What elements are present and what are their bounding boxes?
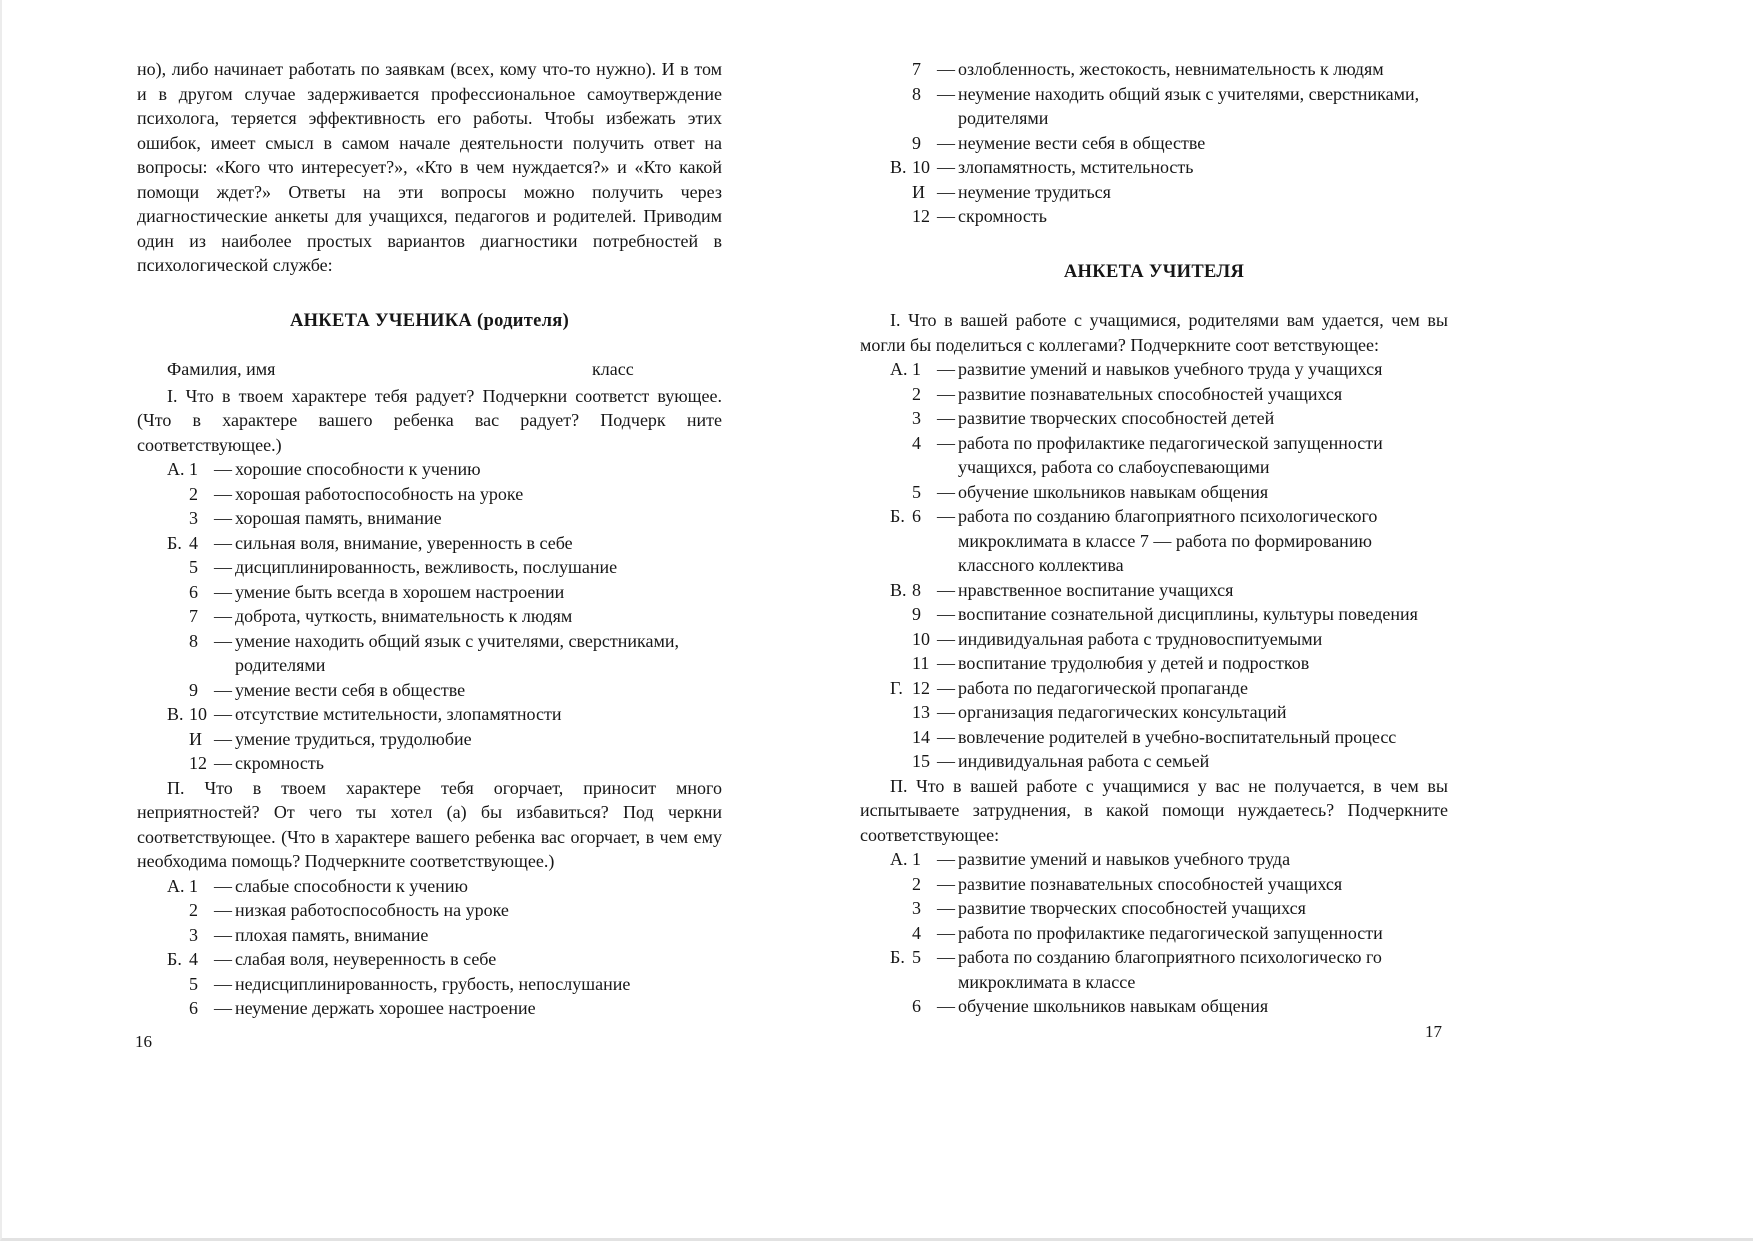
form-fields-line (137, 357, 722, 382)
item-dash: — (937, 383, 955, 404)
item-number: 5 (189, 973, 198, 994)
item-number: 6 (189, 998, 198, 1018)
item-text: дисциплинированность, вежливость, послушание (235, 557, 618, 577)
item-dash: — (937, 628, 955, 649)
item-group-letter (890, 872, 912, 897)
section-heading: АНКЕТА УЧЕНИКА (родителя) (289, 310, 570, 331)
item-number: 12 (912, 206, 930, 226)
item-number: 5 (189, 557, 198, 577)
item-group-letter: Б. (167, 532, 182, 553)
item-dash: — (214, 459, 232, 479)
item-text: обучение школьников навыкам общения (958, 481, 1269, 502)
item-dash: — (937, 922, 955, 943)
item-dash: — (937, 996, 955, 1016)
questionnaire-item (137, 506, 722, 531)
item-dash: — (214, 875, 232, 896)
item-number: 9 (189, 679, 198, 700)
item-number: 10 (912, 157, 930, 177)
questionnaire-item (860, 602, 1448, 627)
item-group-letter (890, 480, 912, 505)
item-group-letter (167, 678, 189, 703)
item-text: отсутствие мстительности, злопамятности (235, 704, 562, 724)
questionnaire-item (137, 457, 722, 482)
item-dash: — (214, 532, 232, 553)
item-dash: — (937, 83, 955, 104)
item-number: 4 (912, 922, 921, 943)
item-number: 6 (189, 581, 198, 602)
item-dash: — (937, 206, 955, 226)
item-dash: — (214, 753, 232, 773)
item-group-letter (890, 131, 912, 156)
item-text: индивидуальная работа с семьей (958, 751, 1210, 771)
field-label-name: Фамилия, имя (167, 359, 276, 379)
questionnaire-item (137, 996, 722, 1021)
item-text: умение находить общий язык с учителями, сверстниками, родителями (235, 630, 679, 675)
item-group-letter: А. (890, 849, 908, 869)
item-dash: — (937, 359, 955, 379)
questionnaire-item (860, 945, 1448, 994)
item-text: развитие умений и навыков учебного труда (958, 849, 1291, 869)
questionnaire-item (860, 700, 1448, 725)
item-dash: — (937, 59, 955, 79)
item-number: 1 (912, 849, 921, 869)
item-dash: — (937, 653, 955, 673)
item-text: сильная воля, внимание, уверенность в себе (235, 532, 573, 553)
item-group-letter (167, 751, 189, 776)
item-dash: — (214, 728, 232, 749)
item-dash: — (937, 181, 955, 202)
item-group-letter (890, 204, 912, 229)
item-number: 14 (912, 726, 930, 747)
page-number-right: 17 (1425, 1022, 1442, 1041)
item-dash: — (937, 873, 955, 894)
item-number: 10 (912, 628, 930, 649)
item-dash: — (214, 557, 232, 577)
questionnaire-item (137, 629, 722, 678)
questionnaire-item (860, 725, 1448, 750)
item-dash: — (214, 998, 232, 1018)
item-number: 4 (189, 949, 198, 969)
item-group-letter: А. (167, 459, 185, 479)
questionnaire-item (860, 578, 1448, 603)
item-group-letter (890, 382, 912, 407)
item-number: 12 (189, 753, 207, 773)
item-number: 2 (189, 483, 198, 504)
questionnaire-item (860, 651, 1448, 676)
item-group-letter: Б. (890, 947, 905, 967)
item-text: умение быть всегда в хорошем настроении (235, 581, 565, 602)
item-text: развитие познавательных способностей учащихся (958, 873, 1343, 894)
item-group-letter: В. (890, 579, 907, 600)
item-text: работа по педагогической пропаганде (958, 677, 1248, 698)
item-group-letter (890, 921, 912, 946)
questionnaire-item (860, 847, 1448, 872)
item-text: слабая воля, неуверенность в себе (235, 949, 497, 969)
questionnaire-item (860, 204, 1448, 229)
item-text: плохая память, внимание (235, 924, 429, 945)
questionnaire-item (860, 382, 1448, 407)
item-dash: — (214, 483, 232, 504)
item-dash: — (214, 704, 232, 724)
item-number: 1 (189, 459, 198, 479)
item-dash: — (937, 506, 955, 526)
item-group-letter (167, 972, 189, 997)
item-number: 13 (912, 702, 930, 722)
left-page-column (137, 57, 722, 1021)
item-group-letter: А. (890, 359, 908, 379)
item-text: хорошая память, внимание (235, 508, 442, 528)
item-dash: — (214, 508, 232, 528)
item-dash: — (214, 973, 232, 994)
questionnaire-item (860, 406, 1448, 431)
item-dash: — (214, 630, 232, 651)
item-dash: — (937, 481, 955, 502)
item-number: 9 (912, 604, 921, 624)
questionnaire-item (860, 504, 1448, 578)
item-group-letter: Б. (167, 949, 182, 969)
questionnaire-item (137, 482, 722, 507)
item-number: 5 (912, 947, 921, 967)
item-text: воспитание сознательной дисциплины, культуры поведения (958, 604, 1418, 624)
item-text: работа по созданию благоприятного психологическо го микроклимата в классе (958, 947, 1382, 992)
item-text: слабые способности к учению (235, 875, 468, 896)
item-dash: — (937, 702, 955, 722)
item-group-letter (167, 506, 189, 531)
item-group-letter (890, 651, 912, 676)
questionnaire-item (137, 678, 722, 703)
questionnaire-item (137, 580, 722, 605)
item-text: неумение держать хорошее настроение (235, 998, 536, 1018)
item-text: работа по профилактике педагогической запущенности учащихся, работа со слабоуспевающими (958, 432, 1383, 477)
item-text: нравственное воспитание учащихся (958, 579, 1234, 600)
questionnaire-item (860, 57, 1448, 82)
item-number: 8 (912, 83, 921, 104)
item-text: скромность (958, 206, 1047, 226)
item-number: 2 (912, 873, 921, 894)
item-text: недисциплинированность, грубость, непослушание (235, 973, 631, 994)
item-number: 1 (189, 875, 198, 896)
item-number: 3 (189, 508, 198, 528)
item-number: 3 (912, 898, 921, 918)
item-group-letter (890, 627, 912, 652)
paragraph: П. Что в вашей работе с учащимися у вас не получается, в чем вы испытываете затруднения, в какой помощи нуждаетесь? Подчеркните соответствующее: (860, 775, 1448, 845)
item-number: 8 (912, 579, 921, 600)
item-dash: — (937, 726, 955, 747)
item-number: 3 (912, 408, 921, 428)
item-group-letter (890, 700, 912, 725)
item-dash: — (937, 132, 955, 153)
item-group-letter (167, 923, 189, 948)
item-dash: — (937, 849, 955, 869)
item-dash: — (937, 677, 955, 698)
item-group-letter (890, 431, 912, 480)
item-group-letter: Г. (890, 677, 903, 698)
item-number: 3 (189, 924, 198, 945)
item-group-letter (890, 725, 912, 750)
item-text: низкая работоспособность на уроке (235, 900, 509, 920)
item-dash: — (937, 432, 955, 453)
questionnaire-item (137, 702, 722, 727)
questionnaire-item (137, 972, 722, 997)
item-dash: — (214, 581, 232, 602)
item-number: 2 (912, 383, 921, 404)
item-text: умение вести себя в обществе (235, 679, 466, 700)
questionnaire-item (137, 898, 722, 923)
item-text: неумение трудиться (958, 181, 1111, 202)
item-group-letter (167, 996, 189, 1021)
questionnaire-item (860, 431, 1448, 480)
item-text: хорошая работоспособность на уроке (235, 483, 524, 504)
item-dash: — (937, 408, 955, 428)
item-number: 6 (912, 506, 921, 526)
questionnaire-item (860, 676, 1448, 701)
item-number: 7 (912, 59, 921, 79)
item-group-letter (167, 555, 189, 580)
questionnaire-item (137, 555, 722, 580)
questionnaire-item (860, 82, 1448, 131)
questionnaire-item (137, 874, 722, 899)
item-text: злопамятность, мстительность (958, 157, 1194, 177)
questionnaire-item (137, 923, 722, 948)
item-text: неумение находить общий язык с учителями, сверстниками, родителями (958, 83, 1420, 128)
item-group-letter (890, 896, 912, 921)
questionnaire-item (860, 480, 1448, 505)
item-group-letter: А. (167, 875, 185, 896)
item-text: неумение вести себя в обществе (958, 132, 1206, 153)
item-text: вовлечение родителей в учебно-воспитательный процесс (958, 726, 1397, 747)
item-text: индивидуальная работа с трудновоспитуемыми (958, 628, 1323, 649)
paragraph: П. Что в твоем характере тебя огорчает, приносит много неприятностей? От чего ты хотел (а) бы избавиться? Под черкни соответствующее. (Что в характере вашего ребенка вас огорчает, в чем ему необходима помощь? Подчеркните соответствующее.) (137, 777, 722, 871)
field-label-class: класс (592, 359, 634, 379)
item-dash: — (214, 900, 232, 920)
item-text: обучение школьников навыкам общения (958, 996, 1269, 1016)
section-heading: АНКЕТА УЧИТЕЛЯ (1063, 261, 1245, 282)
item-dash: — (214, 949, 232, 969)
item-group-letter (167, 604, 189, 629)
questionnaire-item (137, 727, 722, 752)
item-number: 2 (189, 900, 198, 920)
questionnaire-item (860, 994, 1448, 1019)
questionnaire-item (137, 751, 722, 776)
item-group-letter (890, 57, 912, 82)
item-dash: — (937, 579, 955, 600)
paragraph: но), либо начинает работать по заявкам (всех, кому что-то нужно). И в том и в другом случае задерживается профессиональное самоутверждение психолога, теряется эффективность его работы. Чтобы избежать этих ошибок, имеет смысл в самом начале деятельности получить ответ на вопросы: «Кого что интересует?», «Кто в чем нуждается?» и «Кто какой помощи ждет?» Ответы на эти вопросы можно получить через диагностические анкеты для учащихся, педагогов и родителей. Приводим один из наиболее простых вариантов диагностики потребностей в психологической службе: (137, 59, 722, 275)
questionnaire-item (860, 180, 1448, 205)
item-dash: — (937, 157, 955, 177)
page-number-left: 16 (135, 1032, 152, 1051)
questionnaire-item (860, 872, 1448, 897)
questionnaire-item (137, 947, 722, 972)
item-group-letter (890, 406, 912, 431)
item-text: развитие творческих способностей детей (958, 408, 1275, 428)
item-group-letter (167, 482, 189, 507)
item-text: развитие умений и навыков учебного труда у учащихся (958, 359, 1383, 379)
questionnaire-item (860, 131, 1448, 156)
item-text: воспитание трудолюбия у детей и подростков (958, 653, 1310, 673)
item-group-letter (890, 994, 912, 1019)
item-dash: — (937, 604, 955, 624)
item-dash: — (214, 606, 232, 626)
item-text: развитие творческих способностей учащихся (958, 898, 1306, 918)
item-number: 4 (189, 532, 198, 553)
item-text: хорошие способности к учению (235, 459, 481, 479)
item-group-letter (167, 727, 189, 752)
item-group-letter (890, 82, 912, 131)
item-number: 8 (189, 630, 198, 651)
item-text: работа по созданию благоприятного психологического микроклимата в классе 7 — работа по формированию классного коллектива (958, 506, 1378, 575)
questionnaire-item (860, 357, 1448, 382)
item-group-letter (890, 180, 912, 205)
item-number: 1 (912, 359, 921, 379)
item-dash: — (214, 924, 232, 945)
questionnaire-item (860, 155, 1448, 180)
item-group-letter (167, 898, 189, 923)
item-group-letter (167, 629, 189, 678)
item-group-letter (890, 602, 912, 627)
questionnaire-item (860, 896, 1448, 921)
item-number: 4 (912, 432, 921, 453)
item-dash: — (937, 947, 955, 967)
item-number: 12 (912, 677, 930, 698)
item-number: 9 (912, 132, 921, 153)
item-text: доброта, чуткость, внимательность к людям (235, 606, 573, 626)
item-number: И (912, 181, 925, 202)
questionnaire-item (860, 749, 1448, 774)
item-group-letter: Б. (890, 506, 905, 526)
item-number: 11 (912, 653, 930, 673)
item-text: умение трудиться, трудолюбие (235, 728, 472, 749)
paragraph: I. Что в твоем характере тебя радует? Подчеркни соответст вующее. (Что в характере вашего ребенка вас радует? Подчерк ните соответствующее.) (137, 385, 722, 455)
item-group-letter (167, 580, 189, 605)
item-text: скромность (235, 753, 324, 773)
item-text: работа по профилактике педагогической запущенности (958, 922, 1383, 943)
item-dash: — (937, 751, 955, 771)
item-number: 6 (912, 996, 921, 1016)
item-number: И (189, 728, 202, 749)
item-text: озлобленность, жестокость, невнимательность к людям (958, 59, 1384, 79)
item-text: развитие познавательных способностей учащихся (958, 383, 1343, 404)
item-number: 10 (189, 704, 207, 724)
item-group-letter: В. (167, 704, 184, 724)
right-page-column (860, 57, 1448, 1019)
item-number: 5 (912, 481, 921, 502)
paragraph: I. Что в вашей работе с учащимися, родителями вам удается, чем вы могли бы поделиться с коллегами? Подчеркните соот ветствующее: (860, 310, 1448, 355)
questionnaire-item (860, 921, 1448, 946)
item-number: 15 (912, 751, 930, 771)
questionnaire-item (137, 604, 722, 629)
item-group-letter: В. (890, 157, 907, 177)
item-number: 7 (189, 606, 198, 626)
questionnaire-item (860, 627, 1448, 652)
item-dash: — (937, 898, 955, 918)
item-group-letter (890, 749, 912, 774)
item-dash: — (214, 679, 232, 700)
questionnaire-item (137, 531, 722, 556)
item-text: организация педагогических консультаций (958, 702, 1287, 722)
